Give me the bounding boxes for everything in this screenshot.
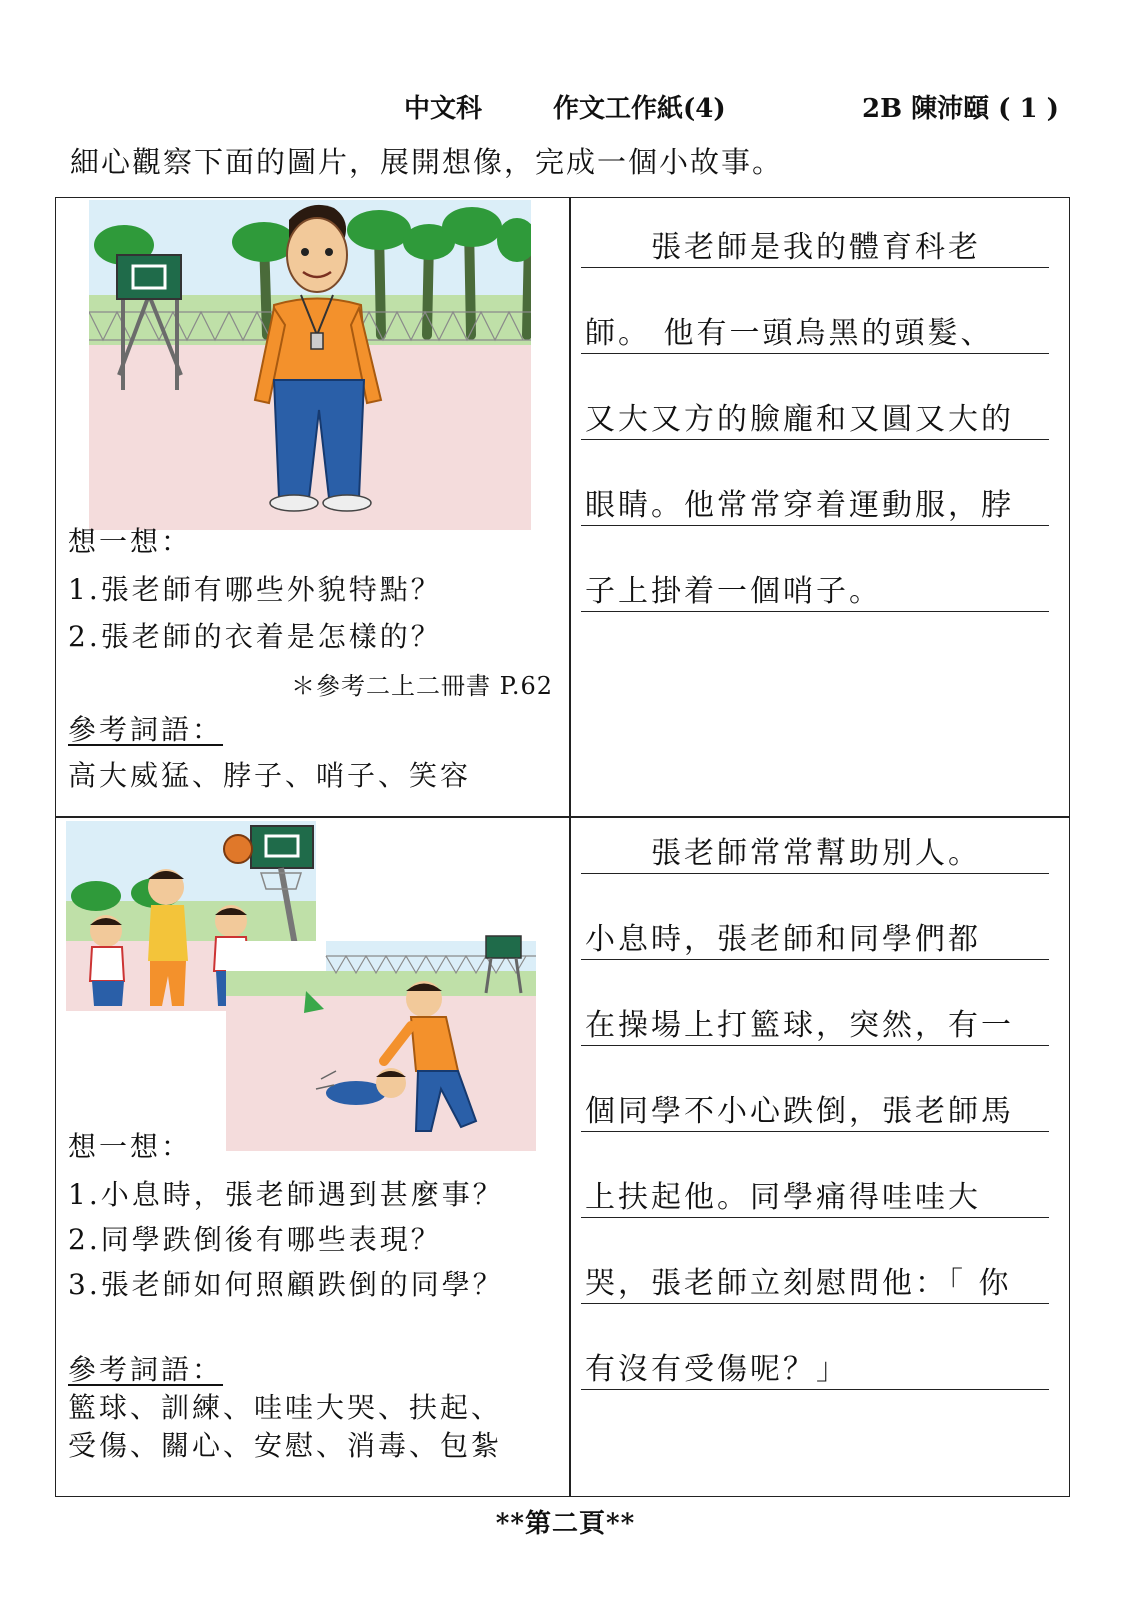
question-2-3-text: 3.張老師如何照顧跌倒的同學？	[68, 1268, 504, 1301]
page-footer: **第二頁**	[495, 1509, 636, 1539]
worksheet-title: 作文工作紙(4)	[553, 94, 726, 124]
story-line-2-2: 小息時，張老師和同學們都	[581, 920, 1049, 960]
instruction-text: 細心觀察下面的圖片，展開想像，完成一個小故事。	[70, 145, 784, 179]
teacher-illustration	[89, 200, 531, 530]
think-title-2: 想一想：	[68, 1130, 193, 1163]
basketball-fall-illustration	[66, 821, 536, 1151]
worksheet-table	[55, 197, 1070, 1497]
story-line-2-4: 個同學不小心跌倒，張老師馬	[581, 1092, 1049, 1132]
story-line-2-7: 有沒有受傷呢？」	[581, 1350, 1049, 1390]
question-2-1	[68, 1178, 504, 1211]
question-2-3	[68, 1268, 504, 1301]
student-info: 2B 陳沛頤 ( 1 )	[862, 94, 1059, 124]
story-line-2-1: 張老師常常幫助別人。	[581, 834, 1049, 874]
vocab-list-2-line-1: 籃球、訓練、哇哇大哭、扶起、	[68, 1391, 503, 1424]
think-title-1: 想一想：	[68, 525, 193, 558]
story-line-2-3: 在操場上打籃球，突然，有一	[581, 1006, 1049, 1046]
vocab-list-1: 高大威猛、脖子、哨子、笑容	[68, 759, 472, 792]
question-2-2-text: 2.同學跌倒後有哪些表現？	[68, 1223, 442, 1256]
story-line-1-3: 又大又方的臉龐和又圓又大的	[581, 400, 1049, 440]
reference-note: ＊參考二上二冊書 P.62	[291, 672, 554, 700]
vocab-title-2: 參考詞語：	[68, 1353, 224, 1386]
column-divider	[569, 198, 571, 1496]
question-2-1-text: 1.小息時，張老師遇到甚麼事？	[68, 1178, 504, 1211]
story-line-1-2: 師。 他有一頭烏黑的頭髮、	[581, 314, 1049, 354]
story-line-2-6: 哭，張老師立刻慰問他：「 你	[581, 1264, 1049, 1304]
question-2-2	[68, 1223, 442, 1256]
row-divider	[56, 816, 1069, 818]
worksheet-header	[0, 88, 1131, 128]
subject-label: 中文科	[404, 94, 483, 124]
question-1-1	[68, 573, 442, 606]
question-1-2-text: 2.張老師的衣着是怎樣的？	[68, 620, 442, 653]
question-1-2	[68, 620, 442, 653]
vocab-list-2-line-2: 受傷、關心、安慰、消毒、包紮	[68, 1429, 503, 1462]
story-line-1-1: 張老師是我的體育科老	[581, 228, 1049, 268]
question-1-1-text: 1.張老師有哪些外貌特點？	[68, 573, 442, 606]
story-line-1-5: 子上掛着一個哨子。	[581, 572, 1049, 612]
story-line-2-5: 上扶起他。同學痛得哇哇大	[581, 1178, 1049, 1218]
story-line-1-4: 眼睛。他常常穿着運動服，脖	[581, 486, 1049, 526]
vocab-title-1: 參考詞語：	[68, 713, 224, 746]
